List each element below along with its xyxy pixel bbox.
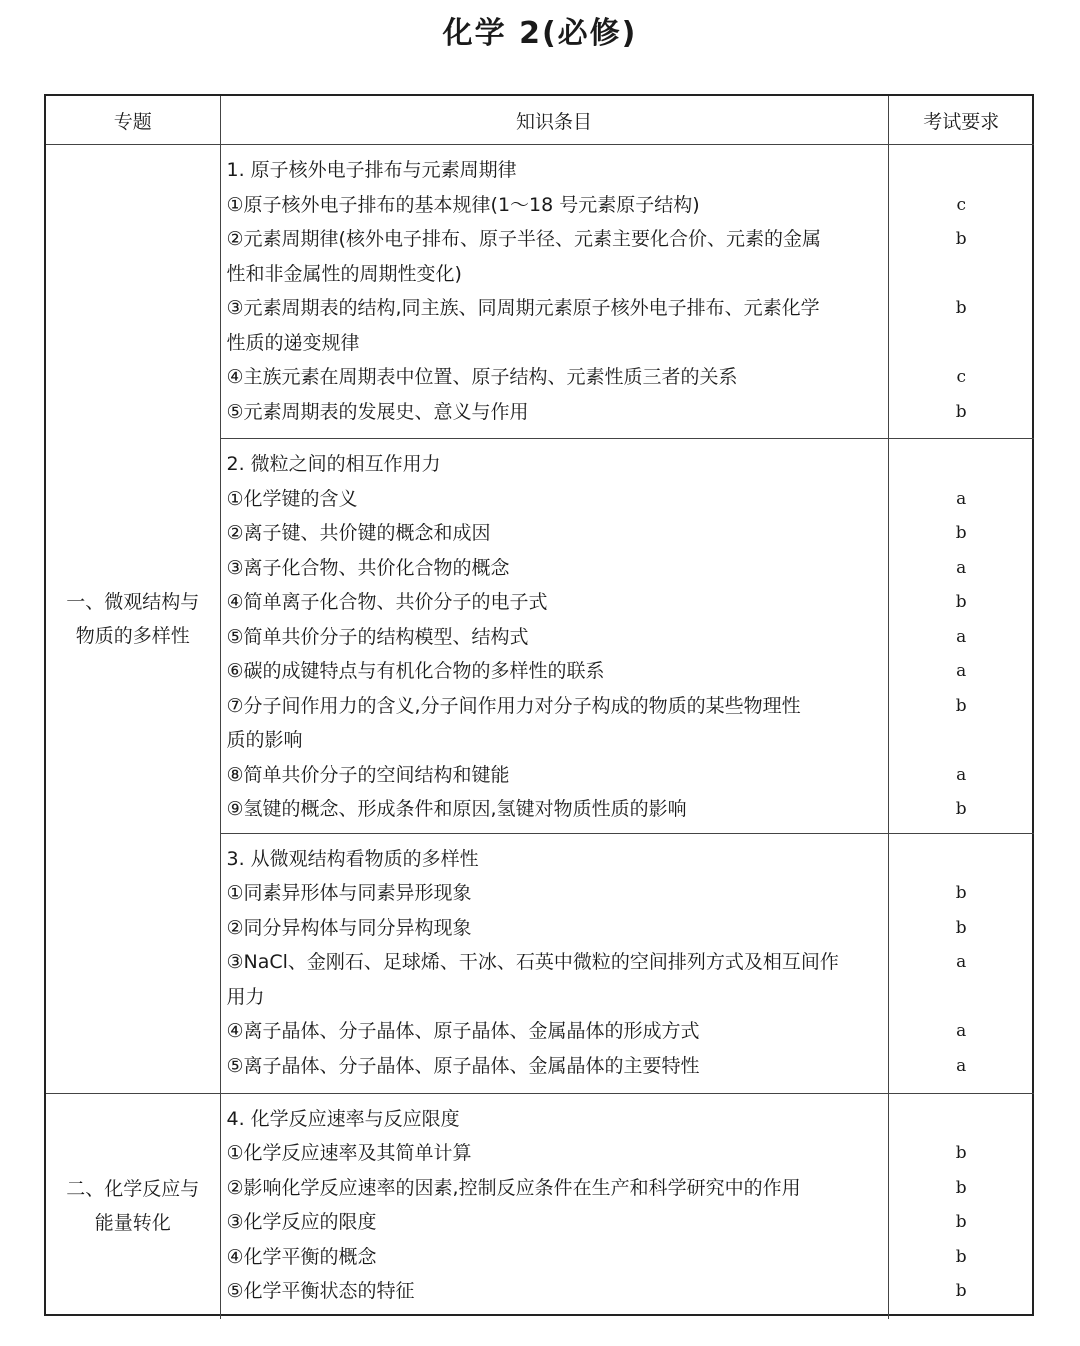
knowledge-line: 用力	[226, 985, 265, 1008]
requirement-value: b	[955, 1281, 967, 1301]
knowledge-line: ⑥碳的成键特点与有机化合物的多样性的联系	[226, 660, 605, 682]
knowledge-cell	[220, 145, 888, 439]
knowledge-cell	[220, 1093, 888, 1319]
topic-label-line: 能量转化	[94, 1212, 171, 1235]
topic-cell	[46, 1093, 220, 1319]
knowledge-cell	[220, 439, 888, 834]
knowledge-line: ④主族元素在周期表中位置、原子结构、元素性质三者的关系	[226, 366, 738, 388]
topic-cell	[46, 145, 220, 1094]
requirement-value: b	[955, 1212, 967, 1232]
knowledge-line: ③NaCl、金刚石、足球烯、干冰、石英中微粒的空间排列方式及相互间作	[226, 951, 839, 973]
knowledge-line: 2. 微粒之间的相互作用力	[226, 453, 441, 475]
knowledge-line: 3. 从微观结构看物质的多样性	[226, 847, 479, 870]
knowledge-line: ①同素异形体与同素异形现象	[226, 882, 472, 904]
requirement-value: b	[955, 523, 967, 543]
knowledge-line: ④简单离子化合物、共价分子的电子式	[226, 591, 548, 613]
requirement-value: b	[955, 695, 967, 716]
header-topic: 专题	[46, 96, 220, 145]
requirement-value: a	[956, 626, 967, 647]
requirement-cell	[888, 833, 1034, 1093]
section-row	[46, 145, 1034, 439]
knowledge-line: ③化学反应的限度	[226, 1211, 377, 1233]
topic-label-line: 一、微观结构与	[66, 590, 200, 613]
requirement-value	[889, 153, 1035, 188]
knowledge-line: ②元素周期律(核外电子排布、原子半径、元素主要化合价、元素的金属	[226, 228, 821, 250]
knowledge-line: 性和非金属性的周期性变化)	[226, 262, 462, 285]
header-knowledge-items: 知识条目	[220, 96, 888, 145]
requirement-value	[889, 326, 1035, 361]
requirement-cell	[888, 145, 1034, 439]
requirement-value: b	[955, 799, 967, 819]
requirement-cell	[888, 439, 1034, 834]
requirement-value: a	[956, 488, 967, 509]
topic-label-line: 二、化学反应与	[66, 1178, 200, 1201]
knowledge-line: ①化学键的含义	[226, 487, 358, 510]
requirement-value: b	[955, 229, 967, 249]
section-row	[46, 1093, 1034, 1319]
requirement-value: a	[956, 661, 967, 681]
requirement-value: b	[955, 883, 967, 903]
knowledge-line: 性质的递变规律	[226, 331, 360, 354]
knowledge-line: ②离子键、共价键的概念和成因	[226, 522, 491, 544]
header-row	[46, 96, 1034, 145]
page-title: 化学 2(必修)	[442, 16, 638, 51]
knowledge-line: ⑤简单共价分子的结构模型、结构式	[226, 625, 529, 648]
knowledge-line: ④化学平衡的概念	[226, 1245, 377, 1268]
requirement-value: a	[956, 764, 967, 785]
knowledge-line: ①化学反应速率及其简单计算	[226, 1142, 472, 1164]
header-exam-requirement: 考试要求	[888, 96, 1034, 145]
knowledge-line: ②影响化学反应速率的因素,控制反应条件在生产和科学研究中的作用	[226, 1176, 801, 1199]
knowledge-line: 质的影响	[226, 729, 303, 751]
requirement-value: a	[956, 1021, 967, 1041]
knowledge-line: ⑤化学平衡状态的特征	[226, 1280, 415, 1302]
requirement-value: c	[956, 194, 967, 215]
knowledge-line: ⑤元素周期表的发展史、意义与作用	[226, 400, 529, 423]
knowledge-cell	[220, 833, 888, 1093]
requirement-value: a	[956, 952, 967, 972]
requirement-value	[889, 447, 1035, 482]
knowledge-line: ⑨氢键的概念、形成条件和原因,氢键对物质性质的影响	[226, 798, 687, 820]
requirement-value: a	[956, 1055, 967, 1076]
knowledge-line: ①原子核外电子排布的基本规律(1～18 号元素原子结构)	[226, 193, 700, 216]
requirement-value: a	[956, 557, 967, 578]
knowledge-line: ⑦分子间作用力的含义,分子间作用力对分子构成的物质的某些物理性	[226, 694, 801, 717]
knowledge-line: 1. 原子核外电子排布与元素周期律	[226, 159, 517, 181]
requirement-value	[889, 1102, 1035, 1137]
knowledge-line: 4. 化学反应速率与反应限度	[226, 1107, 460, 1130]
knowledge-line: ③离子化合物、共价化合物的概念	[226, 556, 510, 579]
requirement-value: b	[955, 1246, 967, 1267]
requirement-value: b	[955, 1143, 967, 1163]
knowledge-line: ⑧简单共价分子的空间结构和键能	[226, 763, 510, 786]
requirement-value: b	[955, 592, 967, 612]
knowledge-line: ④离子晶体、分子晶体、原子晶体、金属晶体的形成方式	[226, 1020, 700, 1042]
syllabus-table	[46, 96, 1034, 1319]
knowledge-line: ③元素周期表的结构,同主族、同周期元素原子核外电子排布、元素化学	[226, 297, 820, 319]
requirement-value: b	[955, 298, 967, 318]
requirement-value	[889, 842, 1035, 877]
syllabus-table-frame	[44, 94, 1034, 1316]
requirement-value	[889, 257, 1035, 292]
knowledge-line: ⑤离子晶体、分子晶体、原子晶体、金属晶体的主要特性	[226, 1054, 700, 1077]
requirement-value: b	[955, 1177, 967, 1198]
requirement-value: b	[955, 401, 967, 422]
requirement-value	[889, 723, 1035, 758]
requirement-cell	[888, 1093, 1034, 1319]
knowledge-line: ②同分异构体与同分异构现象	[226, 916, 472, 939]
requirement-value	[889, 980, 1035, 1015]
requirement-value: c	[956, 367, 967, 387]
topic-label-line: 物质的多样性	[75, 624, 190, 647]
requirement-value: b	[955, 917, 967, 938]
